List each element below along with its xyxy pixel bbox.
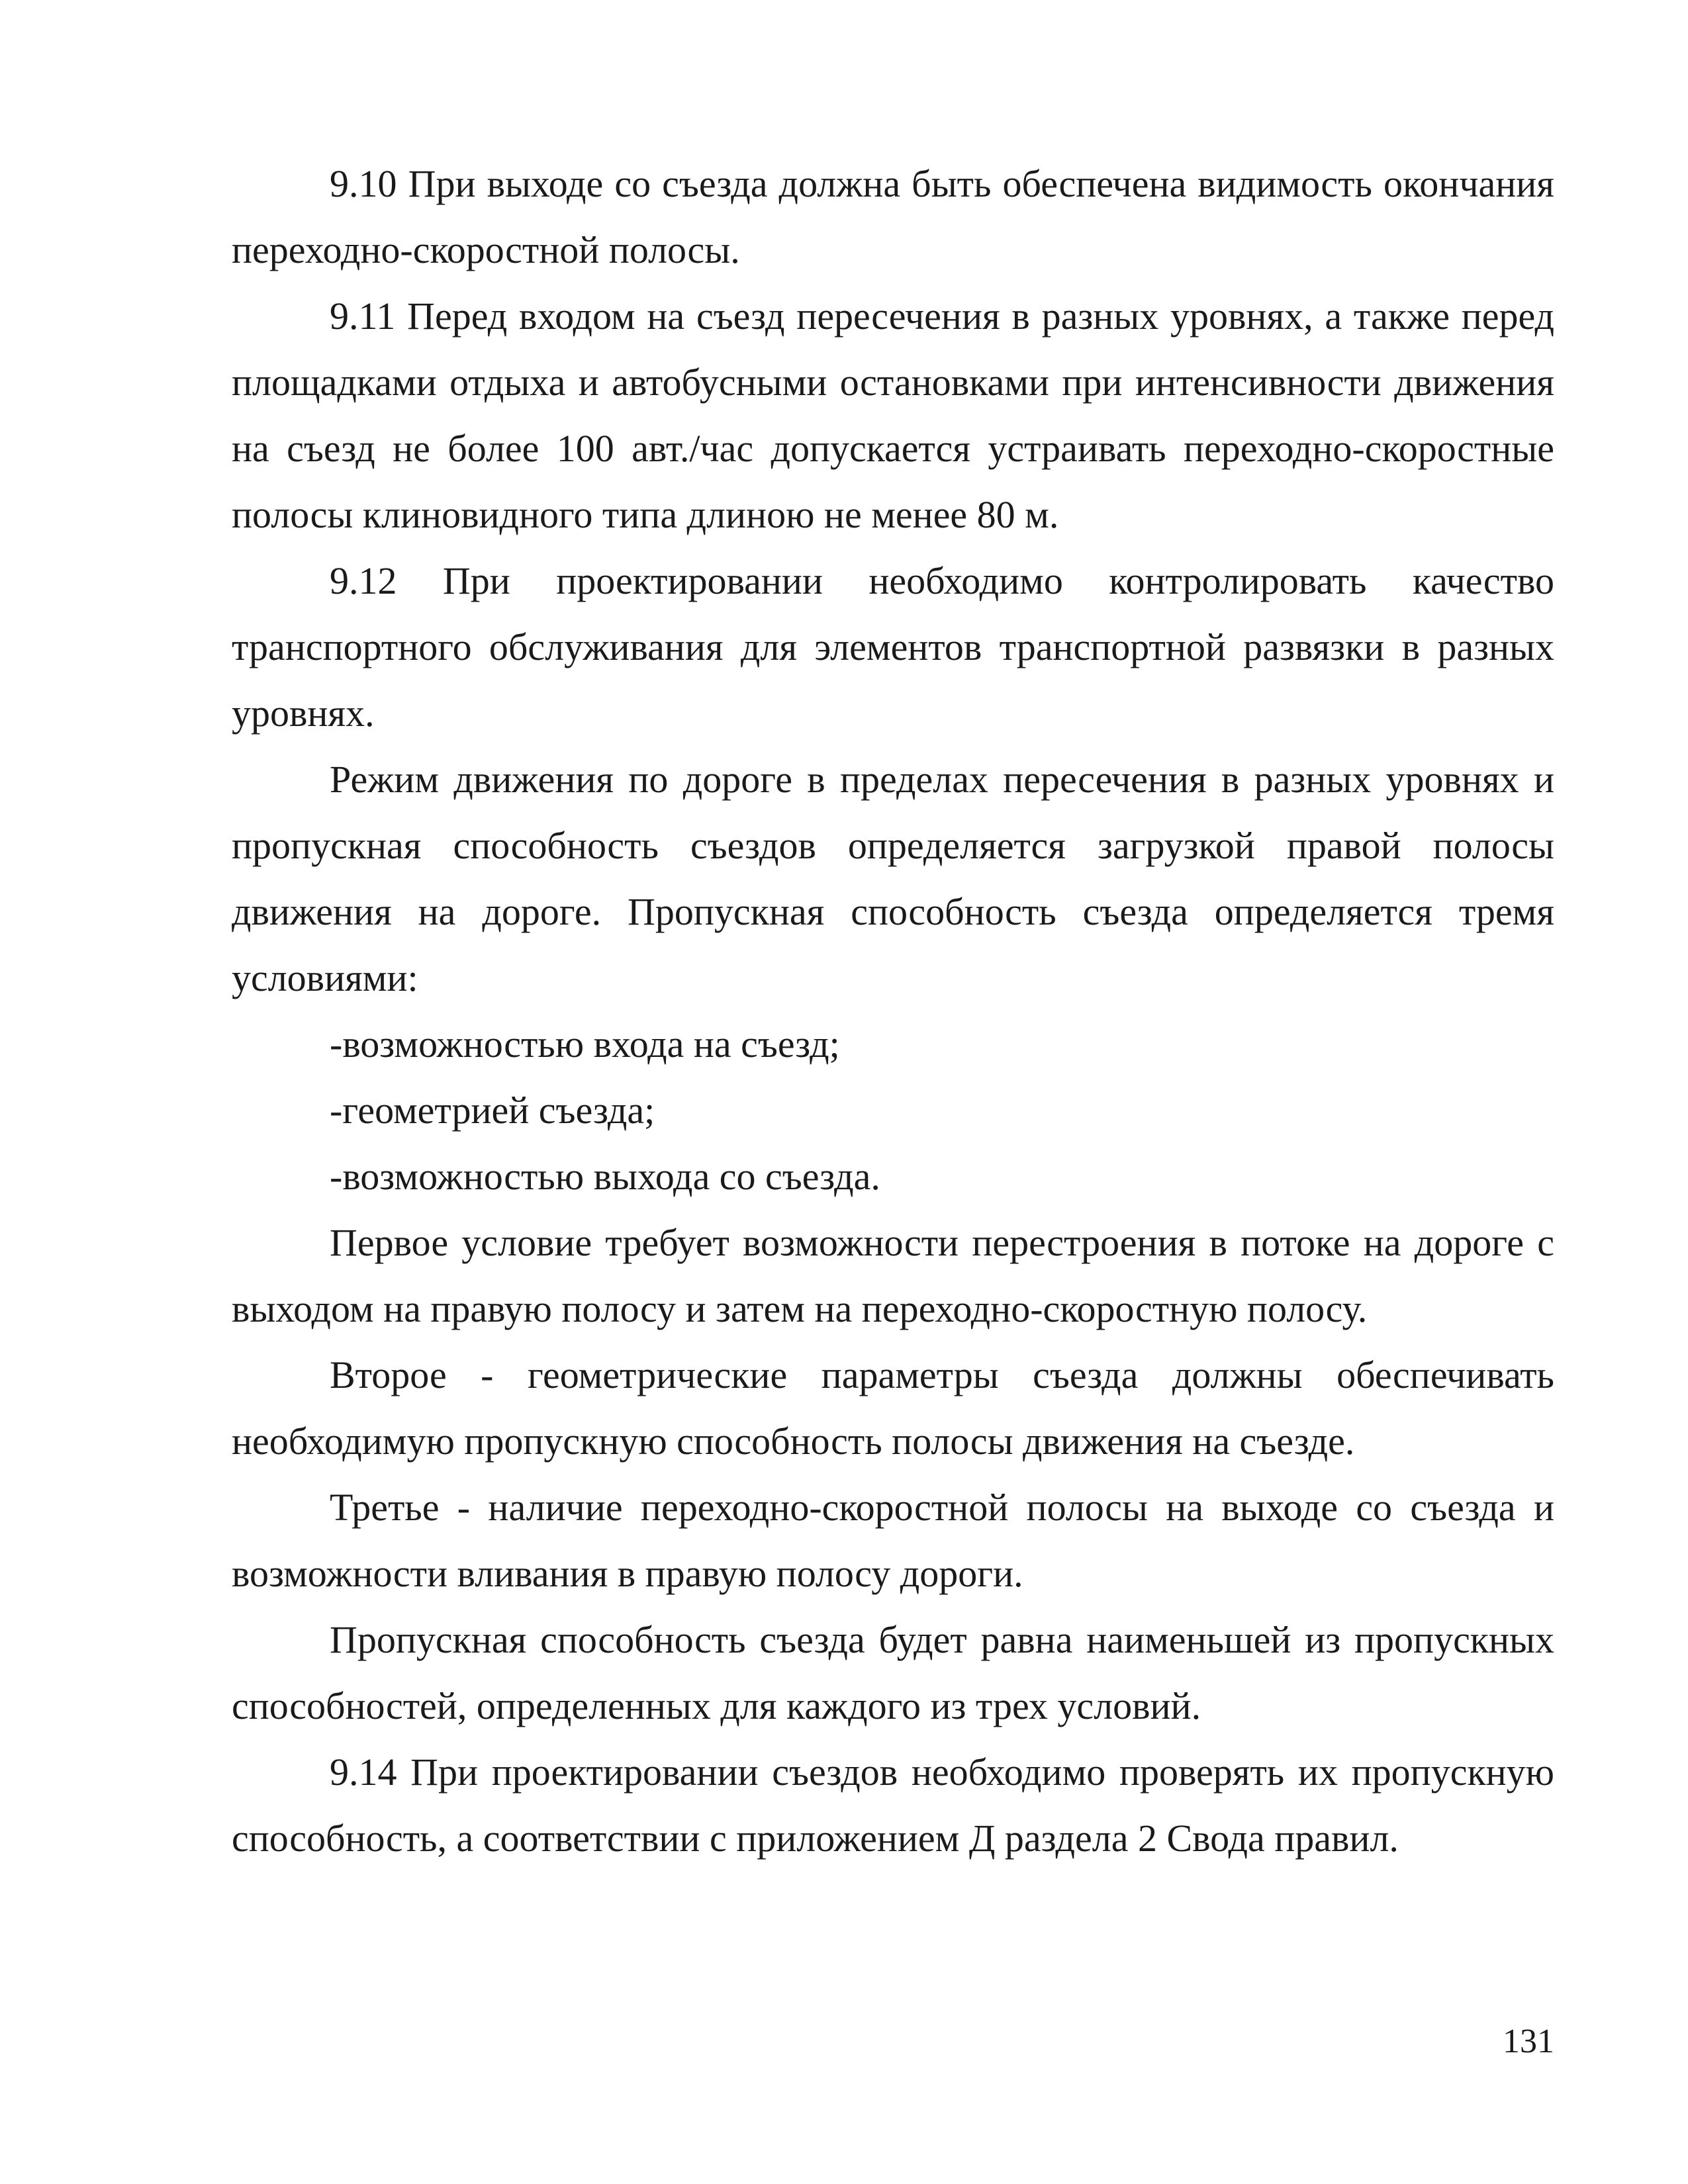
list-item-geometry: -геометрией съезда; [330, 1089, 655, 1132]
list-item-entry: -возможностью входа на съезд; [330, 1023, 840, 1066]
paragraph-9-11: 9.11 Перед входом на съезд пересечения в разных уровнях, а также перед площадками отдыха и автобусными остановками при интенсивности движения на съезд не более 100 авт./час допускается устраивать переходно-скоростные полосы клиновидного типа длиною не менее 80 м. [232, 295, 1554, 536]
paragraph-9-10: 9.10 При выходе со съезда должна быть обеспечена видимость окончания переходно-скоростной полосы. [232, 162, 1554, 271]
paragraph-second-condition: Второе - геометрические параметры съезда должны обеспечивать необходимую пропускную способность полосы движения на съезде. [232, 1353, 1554, 1463]
list-item-exit: -возможностью выхода со съезда. [330, 1155, 880, 1198]
paragraph-traffic-mode: Режим движения по дороге в пределах пересечения в разных уровнях и пропускная способность съездов определяется загрузкой правой полосы движения на дороге. Пропускная способность съезда определяется тремя условиями: [232, 758, 1554, 999]
document-body [232, 151, 1554, 1872]
page-number: 131 [1503, 2023, 1554, 2060]
paragraph-first-condition: Первое условие требует возможности перестроения в потоке на дороге с выходом на правую полосу и затем на переходно-скоростную полосу. [232, 1221, 1554, 1330]
paragraph-9-14: 9.14 При проектировании съездов необходимо проверять их пропускную способность, а соответствии с приложением Д раздела 2 Свода правил. [232, 1751, 1554, 1860]
paragraph-9-12: 9.12 При проектировании необходимо контролировать качество транспортного обслуживания для элементов транспортной развязки в разных уровнях. [232, 559, 1554, 735]
paragraph-third-condition: Третье - наличие переходно-скоростной полосы на выходе со съезда и возможности вливания в правую полосу дороги. [232, 1486, 1554, 1595]
paragraph-capacity-summary: Пропускная способность съезда будет равна наименьшей из пропускных способностей, определенных для каждого из трех условий. [232, 1618, 1554, 1727]
